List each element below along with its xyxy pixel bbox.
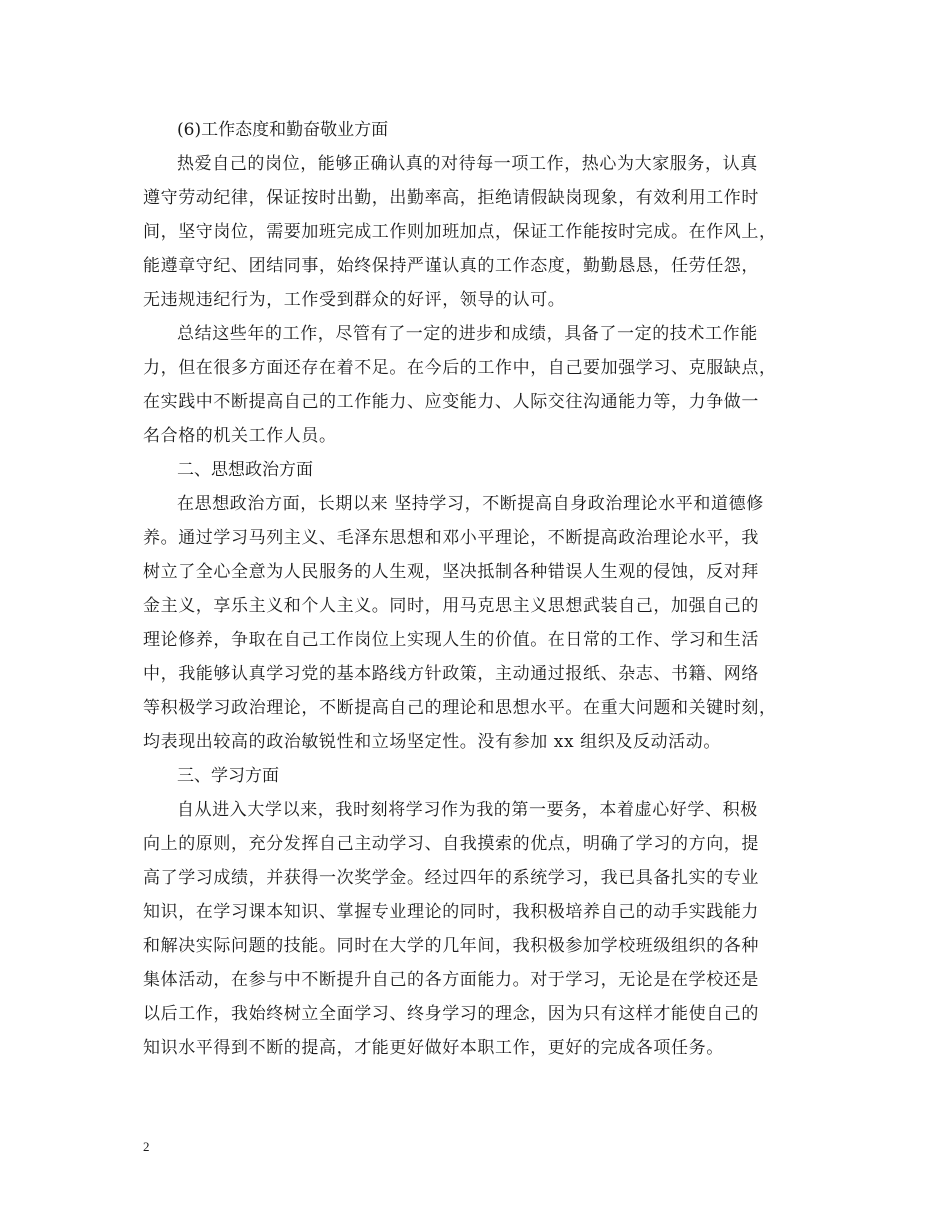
text-line: 知识水平得到不断的提高，才能更好做好本职工作，更好的完成各项任务。 <box>143 1038 724 1058</box>
text-line: 中，我能够认真学习党的基本路线方针政策，主动通过报纸、杂志、书籍、网络 <box>143 664 759 684</box>
text-line: 以后工作，我始终树立全面学习、终身学习的理念，因为只有这样才能使自己的 <box>143 1004 759 1024</box>
text-line: 金主义，享乐主义和个人主义。同时，用马克思主义思想武装自己，加强自己的 <box>143 596 759 616</box>
text-line: 自从进入大学以来，我时刻将学习作为我的第一要务，本着虚心好学、积极 <box>177 800 758 820</box>
text-line: 高了学习成绩，并获得一次奖学金。经过四年的系统学习，我已具备扎实的专业 <box>143 868 759 888</box>
section-work-attitude <box>143 113 825 453</box>
text-line: 总结这些年的工作，尽管有了一定的进步和成绩，具备了一定的技术工作能 <box>177 324 758 344</box>
text-line: 和解决实际问题的技能。同时在大学的几年间，我积极参加学校班级组织的各种 <box>143 936 759 956</box>
paragraph <box>143 317 825 453</box>
text-line: 力，但在很多方面还存在着不足。在今后的工作中，自己要加强学习、克服缺点， <box>143 358 777 378</box>
text-line: 遵守劳动纪律，保证按时出勤，出勤率高，拒绝请假缺岗现象，有效利用工作时 <box>143 188 759 208</box>
text-line: 热爱自己的岗位，能够正确认真的对待每一项工作，热心为大家服务，认真 <box>177 154 758 174</box>
page-number: 2 <box>143 1139 150 1154</box>
text-line: 集体活动，在参与中不断提升自己的各方面能力。对于学习，无论是在学校还是 <box>143 970 759 990</box>
text-line: 养。通过学习马列主义、毛泽东思想和邓小平理论，不断提高政治理论水平，我 <box>143 528 759 548</box>
text-line: 均表现出较高的政治敏锐性和立场坚定性。没有参加 xx 组织及反动活动。 <box>143 732 721 752</box>
text-line: 能遵章守纪、团结同事，始终保持严谨认真的工作态度，勤勤恳恳，任劳任怨， <box>143 256 759 276</box>
text-line: 等积极学习政治理论，不断提高自己的理论和思想水平。在重大问题和关键时刻， <box>143 698 777 718</box>
section-heading: 二、思想政治方面 <box>177 460 313 480</box>
text-line: 无违规违纪行为，工作受到群众的好评，领导的认可。 <box>143 290 566 310</box>
paragraph <box>143 793 825 1065</box>
section-heading: 三、学习方面 <box>177 766 279 786</box>
text-line: 向上的原则，充分发挥自己主动学习、自我摸索的优点，明确了学习的方向，提 <box>143 834 759 854</box>
document-page <box>143 113 825 1065</box>
text-line: 在思想政治方面，长期以来 坚持学习，不断提高自身政治理论水平和道德修 <box>177 494 764 514</box>
text-line: 知识，在学习课本知识、掌握专业理论的同时，我积极培养自己的动手实践能力 <box>143 902 759 922</box>
paragraph <box>143 487 825 759</box>
text-line: 树立了全心全意为人民服务的人生观，坚决抵制各种错误人生观的侵蚀，反对拜 <box>143 562 759 582</box>
text-line: 名合格的机关工作人员。 <box>143 426 337 446</box>
text-line: 在实践中不断提高自己的工作能力、应变能力、人际交往沟通能力等，力争做一 <box>143 392 759 412</box>
text-line: 理论修养，争取在自己工作岗位上实现人生的价值。在日常的工作、学习和生活 <box>143 630 759 650</box>
section-study <box>143 759 825 1065</box>
section-heading: (6)工作态度和勤奋敬业方面 <box>177 120 389 140</box>
text-line: 间，坚守岗位，需要加班完成工作则加班加点，保证工作能按时完成。在作风上， <box>143 222 777 242</box>
paragraph <box>143 147 825 317</box>
section-political-thought <box>143 453 825 759</box>
